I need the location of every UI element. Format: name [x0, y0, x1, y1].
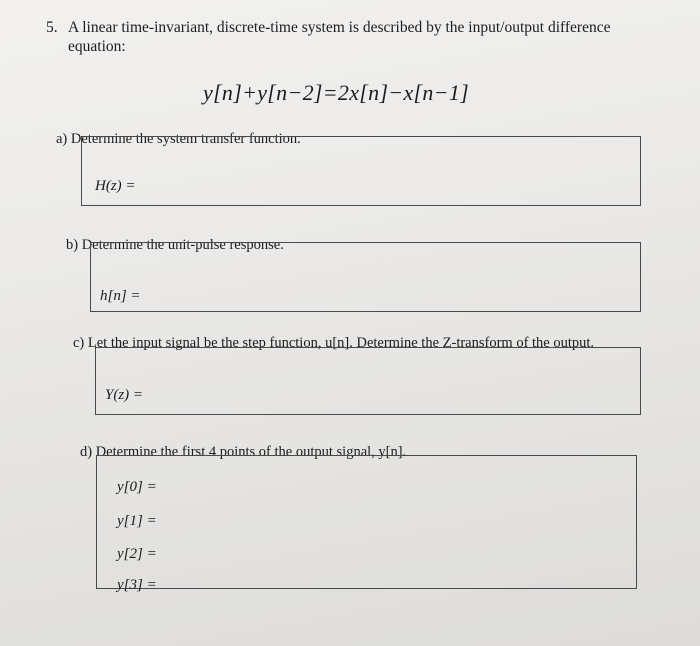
y3-answer-label: y[3] =	[117, 577, 157, 593]
y1-answer-label: y[1] =	[117, 513, 157, 529]
part-a-answer-box[interactable]	[81, 136, 641, 206]
part-a-answer-label: H(z) =	[95, 178, 136, 194]
difference-equation: y[n]+y[n−2]=2x[n]−x[n−1]	[203, 80, 469, 105]
question-text-line1: A linear time-invariant, discrete-time system is described by the input/output difference	[68, 19, 611, 36]
part-c-answer-label: Y(z) =	[105, 387, 144, 403]
question-number: 5.	[46, 19, 58, 36]
part-d-prompt: d) Determine the first 4 points of the output signal, y[n].	[80, 444, 407, 460]
part-b-prompt: b) Determine the unit-pulse response.	[66, 237, 284, 253]
y2-answer-label: y[2] =	[117, 546, 157, 562]
y0-answer-label: y[0] =	[117, 479, 157, 495]
part-b-answer-box[interactable]	[90, 242, 641, 312]
part-c-answer-box[interactable]	[95, 347, 641, 415]
part-d-answer-box[interactable]	[96, 455, 637, 593]
part-a-prompt: a) Determine the system transfer function.	[56, 131, 301, 147]
part-b-answer-label: h[n] =	[100, 288, 141, 304]
question-text-line2: equation:	[68, 38, 126, 55]
part-c-prompt: c) Let the input signal be the step function, u[n]. Determine the Z-transform of the output.	[73, 335, 595, 351]
